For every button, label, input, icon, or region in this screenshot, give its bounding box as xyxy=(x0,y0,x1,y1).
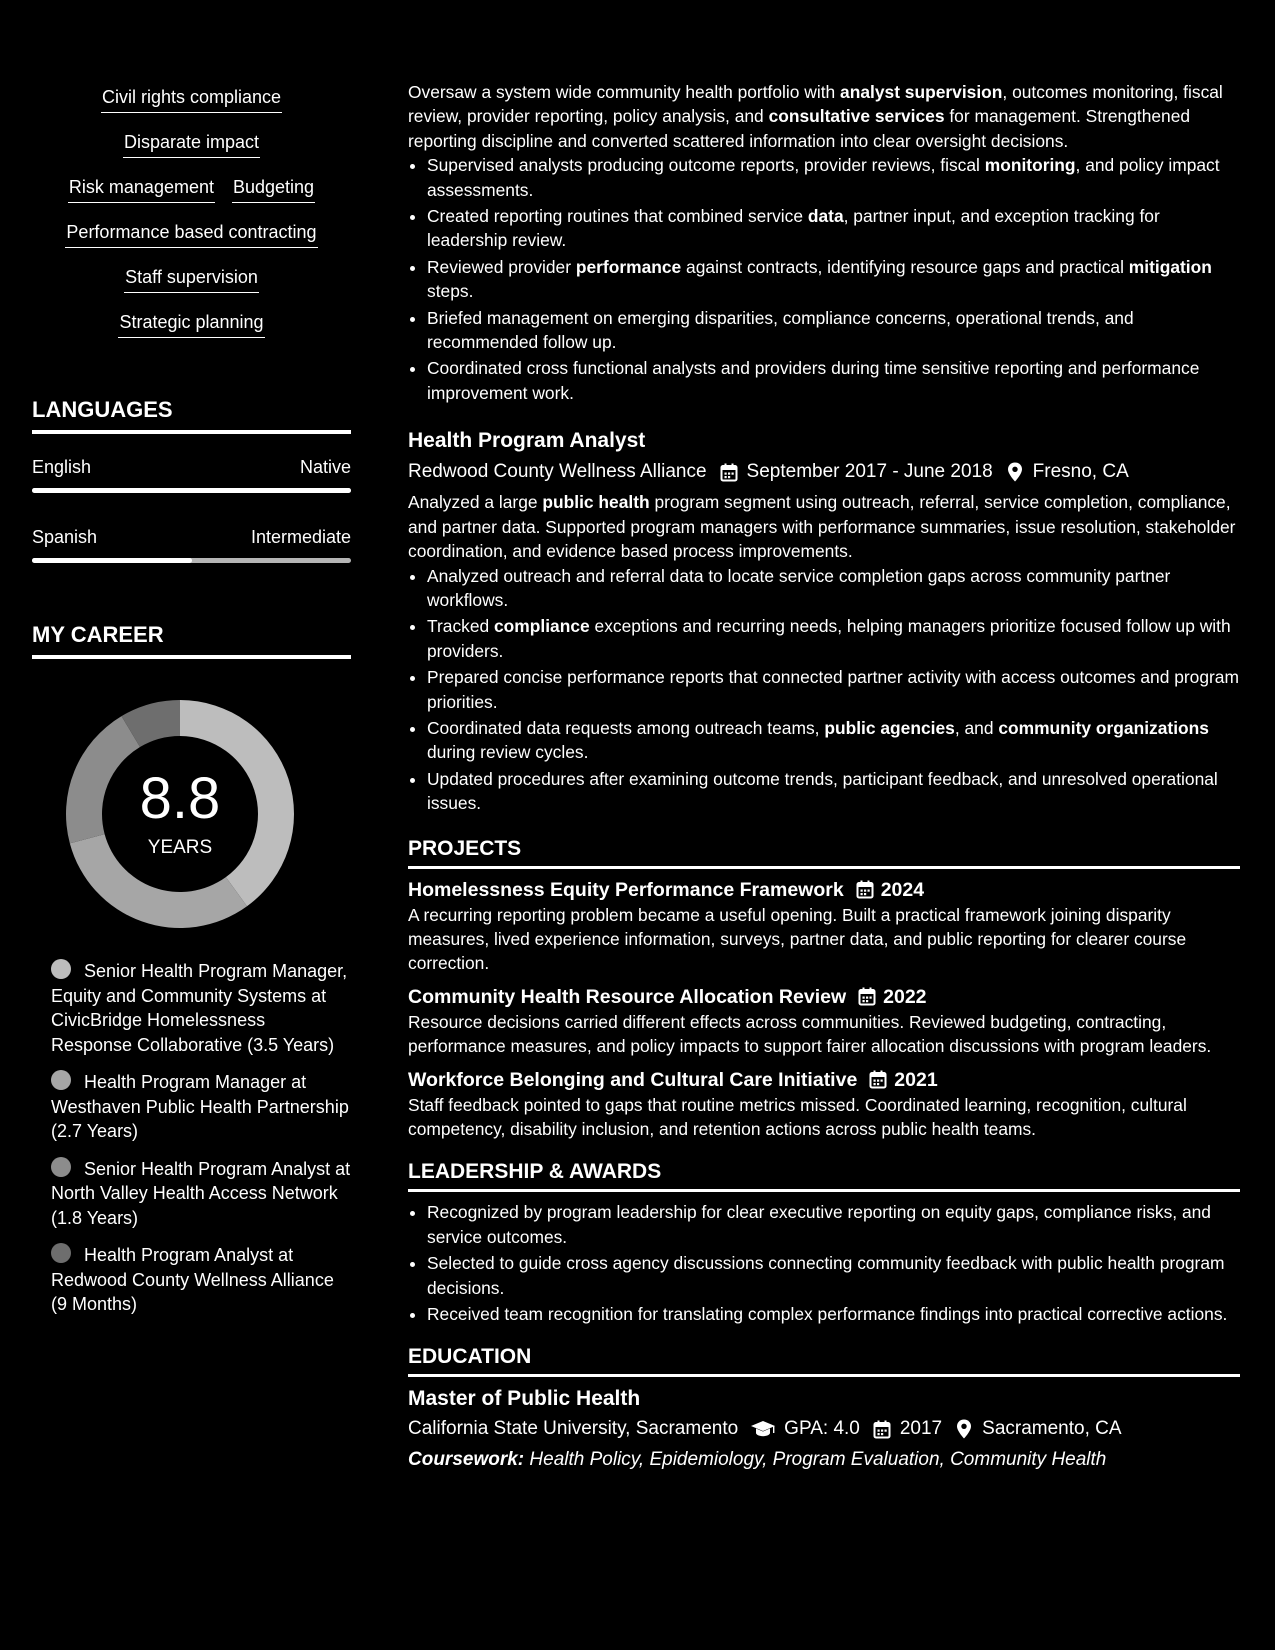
coursework xyxy=(408,1447,1240,1473)
calendar-icon xyxy=(719,462,739,482)
language-proficiency-bar xyxy=(32,558,351,563)
project-year: 2022 xyxy=(883,985,927,1008)
project-title: Homelessness Equity Performance Framework xyxy=(408,878,844,901)
job-bullet: • Tracked compliance exceptions and recurring needs, helping managers prioritize focused follow up with providers. xyxy=(427,614,1240,663)
coursework-list: Health Policy, Epidemiology, Program Evaluation, Community Health xyxy=(529,1449,1107,1471)
award-item: • Received team recognition for translating complex performance findings into practical corrective actions. xyxy=(427,1302,1240,1326)
projects-heading: PROJECTS xyxy=(408,836,1240,869)
skill-tag: Staff supervision xyxy=(124,266,259,293)
languages-heading: LANGUAGES xyxy=(32,396,351,434)
job-bullet: • Updated procedures after examining outcome trends, participant feedback, and unresolved operational issues. xyxy=(427,767,1240,816)
career-legend-item xyxy=(51,1157,351,1231)
skill-tag: Strategic planning xyxy=(118,311,264,338)
graduation-year: 2017 xyxy=(899,1418,943,1440)
skill-tag: Risk management xyxy=(68,176,215,203)
job-bullet: • Prepared concise performance reports that connected partner activity with access outcomes and program priorities. xyxy=(427,665,1240,714)
calendar-icon xyxy=(856,880,874,899)
job-summary: Oversaw a system wide community health portfolio with analyst supervision, outcomes monitoring, fiscal review, provider reporting, policy analysis, and consultative services for management. Strengthened reporting discipline and converted scattered information into clear oversight decisions. xyxy=(408,82,1223,151)
calendar-icon xyxy=(869,1070,887,1089)
language-proficiency-fill xyxy=(32,558,192,563)
job-bullet: • Analyzed outreach and referral data to locate service completion gaps across community partner workflows. xyxy=(427,564,1240,613)
award-item: • Recognized by program leadership for clear executive reporting on equity gaps, compliance risks, and service outcomes. xyxy=(427,1200,1240,1249)
project-description: Staff feedback pointed to gaps that routine metrics missed. Coordinated learning, recognition, cultural competency, disability inclusion, and retention actions across public health teams. xyxy=(408,1094,1187,1139)
awards-heading: LEADERSHIP & AWARDS xyxy=(408,1159,1240,1192)
career-total-unit: YEARS xyxy=(147,837,213,858)
job-bullets xyxy=(408,153,1240,405)
project-year: 2021 xyxy=(894,1068,938,1091)
job-meta xyxy=(408,458,1240,486)
education-meta xyxy=(408,1415,1240,1443)
location-pin-icon xyxy=(1005,462,1025,482)
career-donut-chart xyxy=(65,699,295,929)
graduation-cap-icon xyxy=(750,1419,776,1439)
job-bullet: • Briefed management on emerging disparities, compliance concerns, operational trends, and recommended follow up. xyxy=(427,306,1240,355)
job-title: Health Program Analyst xyxy=(408,429,646,453)
project-item xyxy=(408,1067,1240,1142)
school-name: California State University, Sacramento xyxy=(408,1418,739,1440)
project-title: Community Health Resource Allocation Review xyxy=(408,985,847,1008)
skill-tag: Disparate impact xyxy=(123,131,260,158)
job-dates: September 2017 - June 2018 xyxy=(746,461,993,483)
job-bullets xyxy=(408,564,1240,816)
coursework-label: Coursework: xyxy=(408,1449,525,1471)
career-legend-item xyxy=(51,1070,351,1144)
career-legend xyxy=(32,959,351,1317)
career-legend-item xyxy=(51,959,351,1057)
project-title: Workforce Belonging and Cultural Care Initiative xyxy=(408,1068,858,1091)
skill-tag: Civil rights compliance xyxy=(101,86,282,113)
language-item xyxy=(32,525,351,563)
awards-list xyxy=(408,1200,1240,1326)
skills-list xyxy=(32,86,351,356)
project-year: 2024 xyxy=(880,878,925,901)
career-legend-text: Senior Health Program Manager, Equity and Community Systems at CivicBridge Homelessness Response Collaborative (3.5 Years) xyxy=(51,961,348,1055)
job-location: Fresno, CA xyxy=(1032,461,1129,483)
legend-dot-icon xyxy=(51,959,71,979)
language-name: English xyxy=(32,457,92,477)
language-proficiency-fill xyxy=(32,488,351,493)
languages-list xyxy=(32,455,351,563)
career-legend-item xyxy=(51,1243,351,1317)
language-name: Spanish xyxy=(32,527,98,547)
job-summary: Analyzed a large public health program segment using outreach, referral, service completion, compliance, and partner data. Supported program managers with performance summaries, issue resolution, stakeholder coordination, and evidence based process improvements. xyxy=(408,492,1236,562)
project-item xyxy=(408,877,1240,976)
sidebar xyxy=(32,0,351,1330)
job-bullet: • Reviewed provider performance against contracts, identifying resource gaps and practical mitigation steps. xyxy=(427,255,1240,304)
legend-dot-icon xyxy=(51,1157,71,1177)
school-location: Sacramento, CA xyxy=(982,1418,1122,1440)
job-bullet: • Supervised analysts producing outcome reports, provider reviews, fiscal monitoring, and policy impact assessments. xyxy=(427,153,1240,202)
language-level: Native xyxy=(299,457,351,477)
language-proficiency-bar xyxy=(32,488,351,493)
job-organization: Redwood County Wellness Alliance xyxy=(408,461,707,483)
job-bullet: • Coordinated cross functional analysts and providers during time sensitive reporting and performance improvement work. xyxy=(427,356,1240,405)
career-heading: MY CAREER xyxy=(32,621,351,659)
location-pin-icon xyxy=(954,1419,974,1439)
award-item: • Selected to guide cross agency discussions connecting community feedback with public health program decisions. xyxy=(427,1251,1240,1300)
skill-tag: Budgeting xyxy=(232,176,315,203)
project-description: Resource decisions carried different effects across communities. Reviewed budgeting, contracting, performance measures, and policy impacts to support fairer allocation discussions with program leaders. xyxy=(408,1011,1212,1057)
legend-dot-icon xyxy=(51,1243,71,1263)
career-legend-text: Senior Health Program Analyst at North Valley Health Access Network (1.8 Years) xyxy=(51,1158,351,1228)
project-item xyxy=(408,984,1240,1059)
gpa: GPA: 4.0 xyxy=(784,1418,860,1440)
degree-title: Master of Public Health xyxy=(408,1387,641,1411)
legend-dot-icon xyxy=(51,1070,71,1090)
language-item xyxy=(32,455,351,493)
main-content xyxy=(408,80,1240,1473)
skill-tag: Performance based contracting xyxy=(65,221,317,248)
job-bullet: • Coordinated data requests among outreach teams, public agencies, and community organizations during review cycles. xyxy=(427,716,1240,765)
job-bullet: • Created reporting routines that combined service data, partner input, and exception tracking for leadership review. xyxy=(427,204,1240,253)
calendar-icon xyxy=(858,987,876,1006)
career-total-years: 8.8 xyxy=(139,766,221,831)
project-description: A recurring reporting problem became a useful opening. Built a practical framework joining disparity measures, lived experience information, surveys, partner data, and public reporting for clearer course correction. xyxy=(408,904,1187,974)
calendar-icon xyxy=(872,1419,892,1439)
education-heading: EDUCATION xyxy=(408,1344,1240,1377)
language-level: Intermediate xyxy=(250,527,351,547)
career-legend-text: Health Program Manager at Westhaven Public Health Partnership (2.7 Years) xyxy=(51,1072,349,1141)
career-legend-text: Health Program Analyst at Redwood County Wellness Alliance (9 Months) xyxy=(51,1245,334,1314)
